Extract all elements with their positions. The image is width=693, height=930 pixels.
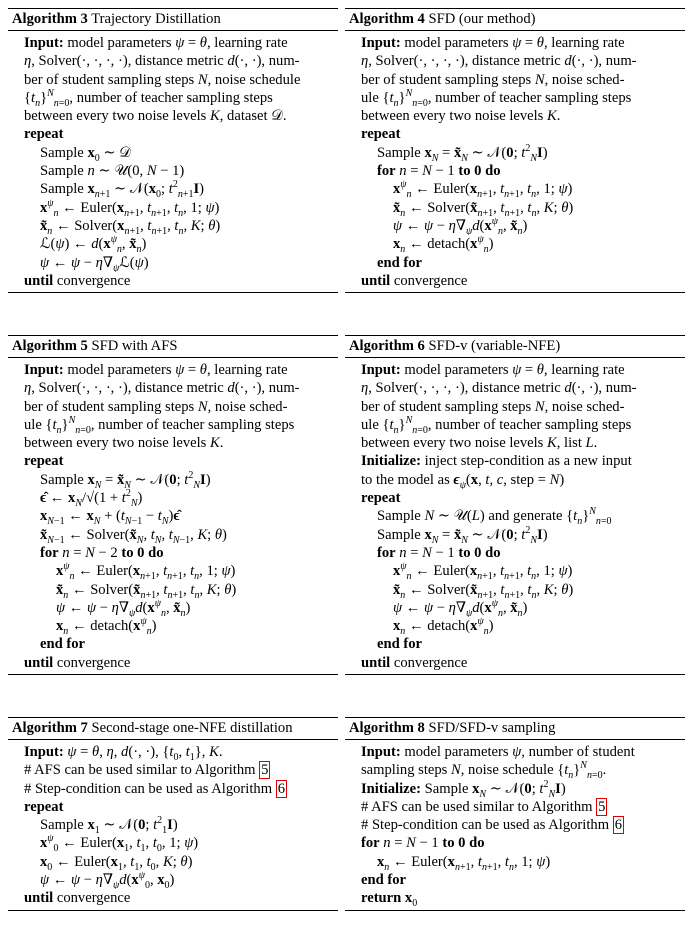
algorithm-line: $x_n$ ← $detach(x^\psi_n)$ — [393, 235, 494, 254]
algorithm-6-header — [345, 335, 685, 358]
algorithm-number: Algorithm 4 — [349, 11, 425, 27]
algorithm-line: $x^\psi_n$ ← $Euler(x_{n+1}$, $t_{n+1}$, $t_n$, 1; ψ) — [393, 180, 573, 199]
algorithm-3-body — [8, 31, 338, 293]
algorithm-line: until convergence — [24, 890, 131, 907]
algorithm-line: for n = N − 1 to 0 do — [361, 835, 485, 852]
algorithm-line: Sample N ∼ 𝒰(L) and generate $\{t_n\}^N_{n=0}$ — [377, 507, 612, 526]
algorithm-line: between every two noise levels K. — [24, 435, 224, 452]
algorithm-line: for n = N − 1 to 0 do — [377, 544, 501, 561]
algorithm-line: repeat — [24, 453, 64, 470]
algorithm-line: ψ ← $\psi - \eta\nabla_\psi d(x^\psi_n$, $x̃_n$) — [56, 598, 191, 618]
algorithm-line: ψ ← $\psi - \eta\nabla_\psi d(x^\psi_n$, $x̃_n$) — [393, 216, 528, 236]
algorithm-reference-link[interactable]: 6 — [277, 780, 285, 797]
algorithm-line: ule $\{t_n\}^N_{n=0}$, number of teacher sampling steps — [361, 415, 632, 435]
algorithm-title: SFD/SFD-v sampling — [428, 720, 556, 736]
algorithm-line: end for — [361, 872, 406, 889]
algorithm-line: $x̃_n$ ← $Solver(x̃_{n+1}$, $t_{n+1}$, $t_n$, K; θ) — [56, 581, 237, 599]
algorithm-line: $x_n$ ← $detach(x^\psi_n)$ — [393, 617, 494, 636]
algorithm-line: $x̃_n$ ← $Solver(x_{n+1}$, $t_{n+1}$, $t_n$, K; θ) — [40, 217, 221, 236]
algorithm-5-body — [8, 358, 338, 675]
algorithm-5-block — [8, 335, 338, 675]
algorithm-line: $x^\psi_0$ ← $Euler(x_1$, $t_1$, $t_0$, 1; ψ) — [40, 834, 199, 853]
algorithm-3-block — [8, 8, 338, 293]
algorithm-line: $x_{N-1}$ ← $x_N + (t_{N-1}$ − $t_N)\epsilon̂$ — [40, 508, 180, 526]
algorithm-line: $x_n$ ← $detach(x^\psi_n)$ — [56, 617, 157, 636]
algorithm-line: $x_n$ ← $Euler(x_{n+1}$, $t_{n+1}$, $t_n$, 1; ψ) — [377, 853, 551, 872]
algorithm-5-header — [8, 335, 338, 358]
algorithm-7-block — [8, 717, 338, 911]
algorithm-line: between every two noise levels K, list L. — [361, 435, 598, 452]
algorithm-6-block — [345, 335, 685, 675]
algorithm-line: # AFS can be used similar to Algorithm 5 — [361, 798, 606, 815]
algorithm-8-body — [345, 740, 685, 911]
algorithm-4-body — [345, 31, 685, 293]
algorithm-line: return $x_0$ — [361, 890, 418, 908]
algorithm-line: ule $\{t_n\}^N_{n=0}$, number of teacher sampling steps — [361, 88, 632, 108]
algorithm-line: η, Solver(·, ·, ·, ·), distance metric d(·, ·), num- — [361, 53, 637, 70]
algorithm-4-block — [345, 8, 685, 293]
algorithm-6-body — [345, 358, 685, 675]
algorithm-line: $x^\psi_n$ ← $Euler(x_{n+1}$, $t_{n+1}$, $t_n$, 1; ψ) — [393, 562, 573, 581]
algorithm-line: $x^\psi_n$ ← $Euler(x_{n+1}$, $t_{n+1}$, $t_n$, 1; ψ) — [56, 562, 236, 581]
algorithm-3-header — [8, 8, 338, 31]
algorithm-line: ule $\{t_n\}^N_{n=0}$, number of teacher sampling steps — [24, 415, 295, 435]
algorithm-line: Sample $x_N$ = $x̃_N$ ∼ 𝒩(0; $t^2_NI$) — [377, 143, 548, 163]
algorithm-line: # Step-condition can be used as Algorithm 6 — [361, 817, 622, 834]
algorithm-line: $x_0$ ← $Euler(x_1$, $t_1$, $t_0$, K; θ) — [40, 853, 193, 872]
algorithm-number: Algorithm 7 — [12, 720, 88, 736]
algorithm-line: # Step-condition can be used as Algorithm 6 — [24, 780, 285, 797]
algorithm-line: repeat — [361, 490, 401, 507]
algorithm-line: Initialize: inject step-condition as a new input — [361, 453, 632, 470]
algorithm-number: Algorithm 3 — [12, 11, 88, 27]
algorithm-line: until convergence — [24, 272, 131, 289]
algorithm-7-body — [8, 740, 338, 911]
algorithm-line: ϵ̂ ← $x_N/√(1 + t^2_N)$ — [40, 489, 143, 508]
algorithm-line: ℒ(ψ) ← $d(x^\psi_n$, $x̃_n$) — [40, 235, 147, 254]
algorithm-line: Input: model parameters ψ = θ, learning rate — [361, 35, 625, 51]
algorithm-line: $x̃_n$ ← $Solver(x̃_{n+1}$, $t_{n+1}$, $t_n$, K; θ) — [393, 199, 574, 217]
algorithm-line: ber of student sampling steps N, noise sched- — [24, 398, 288, 415]
algorithm-8-block — [345, 717, 685, 911]
algorithm-line: η, Solver(·, ·, ·, ·), distance metric d(·, ·), num- — [24, 53, 300, 70]
algorithm-number: Algorithm 8 — [349, 720, 425, 736]
algorithm-line: Sample $x_0$ ∼ 𝒟 — [40, 144, 131, 163]
algorithm-title: Trajectory Distillation — [91, 11, 221, 27]
algorithm-line: # AFS can be used similar to Algorithm 5 — [24, 762, 269, 779]
algorithm-line: between every two noise levels K. — [361, 108, 561, 125]
algorithm-line: repeat — [361, 126, 401, 143]
algorithm-line: Input: model parameters ψ = θ, learning rate — [24, 362, 288, 378]
algorithm-line: $x̃_{N-1}$ ← $Solver(x̃_N$, $t_N$, $t_{N-1}$, K; θ) — [40, 526, 227, 544]
algorithm-line: ber of student sampling steps N, noise schedule — [24, 71, 301, 88]
algorithm-title: SFD with AFS — [91, 338, 178, 354]
algorithm-line: repeat — [24, 126, 64, 143]
algorithm-line: $x^\psi_n$ ← $Euler(x_{n+1}$, $t_{n+1}$, $t_n$, 1; ψ) — [40, 198, 220, 217]
algorithm-line: for n = N − 1 to 0 do — [377, 163, 501, 180]
algorithm-line: end for — [377, 636, 422, 653]
algorithm-line: Input: model parameters ψ = θ, learning rate — [361, 362, 625, 378]
algorithm-line: Input: ψ = θ, η, d(·, ·), {$t_0$, $t_1$}, K. — [24, 744, 223, 762]
algorithm-line: Initialize: Sample $x_N$ ∼ 𝒩(0; $t^2_NI$) — [361, 779, 566, 798]
algorithm-reference-link[interactable]: 5 — [598, 798, 606, 815]
algorithm-line: until convergence — [361, 272, 468, 289]
algorithm-line: repeat — [24, 798, 64, 815]
algorithm-line: Input: model parameters ψ = θ, learning rate — [24, 35, 288, 51]
algorithm-title: SFD (our method) — [428, 11, 536, 27]
algorithm-line: Input: model parameters ψ, number of student — [361, 744, 635, 760]
algorithm-line: to the model as $\epsilon_\psi(x$, t, c, step = N) — [361, 471, 565, 490]
algorithm-reference-link[interactable]: 5 — [261, 762, 269, 779]
algorithm-line: sampling steps N, noise schedule $\{t_n\}^N_{n=0}$. — [361, 761, 607, 780]
algorithm-line: $\{t_n\}^N_{n=0}$, number of teacher sampling steps — [24, 88, 273, 108]
algorithm-line: $x̃_n$ ← $Solver(x̃_{n+1}$, $t_{n+1}$, $t_n$, K; θ) — [393, 581, 574, 599]
algorithm-line: Sample $x_1$ ∼ 𝒩(0; $t^2_1I$) — [40, 816, 178, 835]
algorithm-line: until convergence — [361, 654, 468, 671]
algorithm-7-header — [8, 717, 338, 740]
algorithm-8-header — [345, 717, 685, 740]
algorithm-4-header — [345, 8, 685, 31]
algorithm-line: Sample $x_{n+1}$ ∼ $𝒩(x_0$; $t^2_{n+1}I$) — [40, 180, 205, 199]
algorithm-line: Sample $x_N$ = $x̃_N$ ∼ 𝒩(0; $t^2_NI$) — [377, 525, 548, 544]
algorithm-line: between every two noise levels K, dataset 𝒟. — [24, 108, 287, 125]
algorithm-line: η, Solver(·, ·, ·, ·), distance metric d(·, ·), num- — [361, 380, 637, 397]
algorithm-number: Algorithm 6 — [349, 338, 425, 354]
algorithm-line: ψ ← $\psi - \eta\nabla_\psi d(x^\psi_0$, $x_0$) — [40, 871, 175, 890]
algorithm-line: Sample $x_N$ = $x̃_N$ ∼ 𝒩(0; $t^2_NI$) — [40, 470, 211, 490]
algorithm-number: Algorithm 5 — [12, 338, 88, 354]
algorithm-line: for n = N − 2 to 0 do — [40, 544, 164, 561]
algorithm-line: ψ ← $\psi - \eta\nabla_\psi ℒ(\psi)$ — [40, 254, 149, 272]
algorithm-line: end for — [40, 636, 85, 653]
algorithm-line: end for — [377, 254, 422, 271]
algorithm-line: Sample n ∼ 𝒰(0, N − 1) — [40, 163, 185, 180]
algorithm-line: ber of student sampling steps N, noise sched- — [361, 71, 625, 88]
algorithm-line: η, Solver(·, ·, ·, ·), distance metric d(·, ·), num- — [24, 380, 300, 397]
algorithm-line: ber of student sampling steps N, noise sched- — [361, 398, 625, 415]
algorithm-line: until convergence — [24, 654, 131, 671]
algorithm-line: ψ ← $\psi - \eta\nabla_\psi d(x^\psi_n$, $x̃_n$) — [393, 598, 528, 618]
algorithm-title: Second-stage one-NFE distillation — [91, 720, 293, 736]
algorithm-title: SFD-v (variable-NFE) — [428, 338, 561, 354]
algorithm-reference-link[interactable]: 6 — [614, 817, 622, 834]
